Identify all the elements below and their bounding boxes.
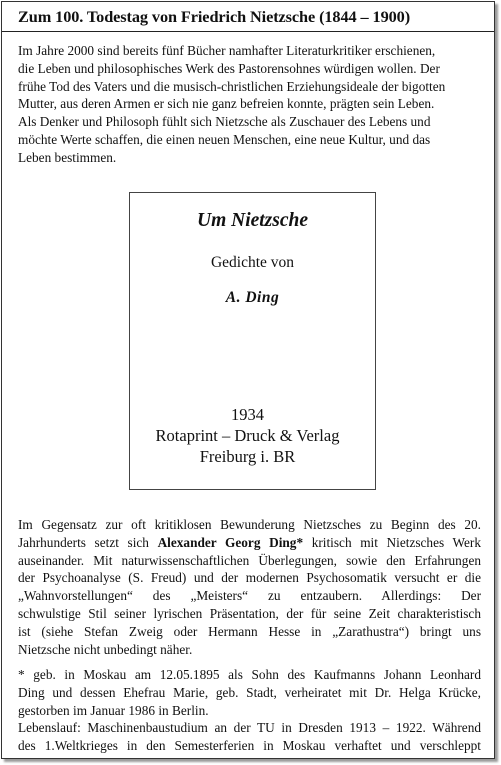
footnote-line: * geb. in Moskau am 12.05.1895 als Sohn des Kaufmanns Johann Leonhard: [18, 667, 481, 682]
intro-line: Leben bestimmen.: [18, 149, 117, 165]
footnote-line: gestorben im Januar 1986 in Berlin.: [18, 702, 209, 718]
body-text: Jahrhunderts setzt sich: [18, 534, 158, 550]
intro-line: die Leben und philosophisches Werk des Pastorensohnes würdigen wollen. Der: [18, 60, 440, 76]
intro-line: möchte Werte schaffen, die einen neuen Menschen, eine neue Kultur, und das: [18, 131, 431, 147]
body-paragraph: [18, 516, 481, 658]
book-city: Freiburg i. BR: [199, 447, 296, 466]
book-year: 1934: [231, 405, 264, 424]
body-line: ist (siehe Stefan Zweig oder Hermann Hesse in „Zarathustra“) bringt uns: [18, 623, 481, 639]
title-divider: [2, 31, 494, 32]
intro-line: frühe Tod des Vaters und die musisch-christlichen Erziehungsideale der bigotten: [18, 78, 446, 94]
intro-line: Mutter, aus deren Armen er sich nie ganz befreien konnte, prägten sein Leben.: [18, 96, 435, 112]
author-name: Alexander Georg Ding*: [157, 534, 304, 550]
intro-paragraph: [18, 42, 481, 167]
intro-line: Als Denker und Philosoph fühlt sich Nietzsche als Zuschauer des Lebens und: [18, 114, 431, 130]
body-line: Nietzsche nicht unbedingt näher.: [18, 641, 193, 657]
book-subtitle: Gedichte von: [210, 254, 295, 271]
body-line: Im Gegensatz zur oft kritiklosen Bewunderung Nietzsches zu Beginn des 20.: [18, 517, 481, 532]
body-text: kritisch mit Nietzsches Werk: [303, 534, 481, 550]
document-page: [1, 1, 495, 759]
book-cover-image: [129, 192, 376, 490]
body-line: „Wahnvorstellungen“ des „Meisters“ zu entzaubern. Allerdings: Der: [18, 588, 481, 604]
book-publisher: Rotaprint – Druck & Verlag: [155, 426, 340, 445]
body-line: schwulstige Stil seiner lyrischen Präsentation, der für seine Zeit charakteristisch: [18, 605, 481, 621]
page-title: Zum 100. Todestag von Friedrich Nietzsche (1844 – 1900): [18, 7, 411, 26]
lebenslauf-line: Lebenslauf: Maschinenbaustudium an der TU in Dresden 1913 – 1922. Während: [18, 720, 481, 736]
footnote-line: Ding und dessen Ehefrau Marie, geb. Stadt, verheiratet mit Dr. Helga Krücke,: [18, 684, 481, 700]
lebenslauf-line: des 1.Weltkrieges in den Semesterferien in Moskau verhaftet und verschleppt: [18, 738, 481, 754]
body-line: [18, 534, 481, 552]
body-line: auseinander. Mit naturwissenschaftlichen Überlegungen, sowie den Erfahrungen: [18, 552, 481, 568]
book-author: A. Ding: [225, 289, 280, 306]
book-title: Um Nietzsche: [196, 210, 309, 231]
footnote: [18, 666, 481, 755]
book-imprint: [130, 404, 365, 467]
intro-line: Im Jahre 2000 sind bereits fünf Bücher namhafter Literaturkritiker erschienen,: [18, 43, 436, 58]
body-line: der Psychoanalyse (S. Freud) und der modernen Psychosomatik versucht er die: [18, 570, 481, 586]
